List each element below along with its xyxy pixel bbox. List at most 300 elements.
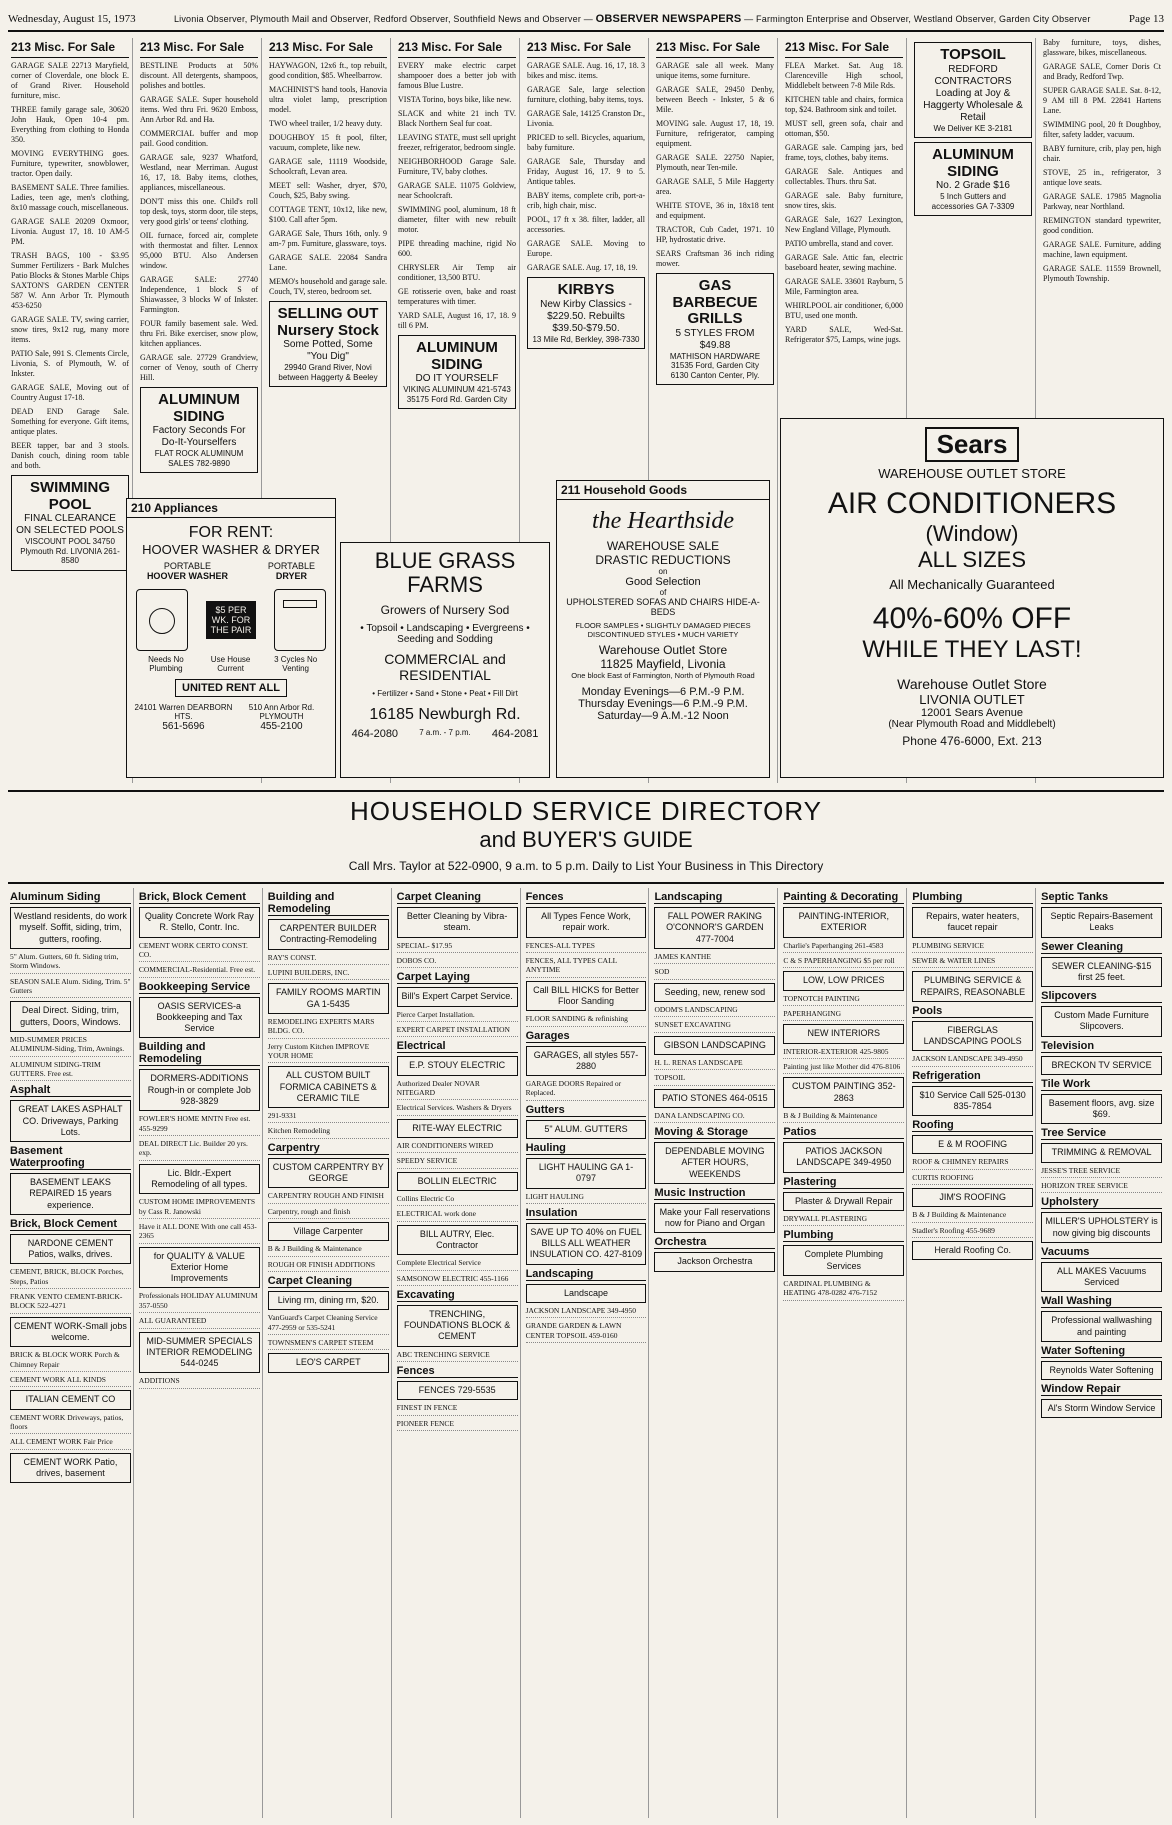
- classified-ad: EVERY make electric carpet shampooer does a better job with famous Blue Lustre.: [398, 61, 516, 90]
- paper-list: [174, 13, 1091, 25]
- phone-right: 455-2100: [260, 721, 303, 732]
- classified-ad: FLEA Market. Sat. Aug 18. Clarenceville High school, Middlebelt between 7-8 Mile Rds.: [785, 61, 903, 90]
- portable-left: PORTABLE: [163, 561, 212, 571]
- masthead: [8, 8, 1164, 32]
- classified-ad: SLACK and white 21 inch TV. Black Northern Seal fur coat.: [398, 109, 516, 128]
- hearthside-hours-2: Thursday Evenings—6 P.M.-9 P.M.: [578, 698, 748, 710]
- classified-ad: MEMO's household and garage sale. Couch, TV, stereo, bedroom set.: [269, 277, 387, 296]
- directory-column: [524, 888, 650, 1818]
- directory-listing: RITE-WAY ELECTRIC: [397, 1119, 518, 1138]
- directory-listing: TOWNSMEN'S CARPET STEEM: [268, 1338, 389, 1350]
- directory-column: [652, 888, 778, 1818]
- papers-right: — Farmington Enterprise and Observer, Westland Observer, Garden City Observer: [744, 14, 1091, 24]
- directory-listing: NARDONE CEMENT Patios, walks, drives.: [10, 1234, 131, 1265]
- directory-category: Moving & Storage: [654, 1126, 775, 1139]
- directory-listing: BILL AUTRY, Elec. Contractor: [397, 1225, 518, 1256]
- directory-category: Tile Work: [1041, 1078, 1162, 1091]
- directory-listing: JAMES KANTHE: [654, 952, 775, 964]
- bluegrass-small: • Fertilizer • Sand • Stone • Peat • Fill Dirt: [372, 689, 518, 699]
- directory-listing: PAINTING-INTERIOR, EXTERIOR: [783, 907, 904, 938]
- directory-listing: Custom Made Furniture Slipcovers.: [1041, 1006, 1162, 1037]
- directory-listing: CEMENT WORK-Small jobs welcome.: [10, 1317, 131, 1348]
- directory-listing: GRANDE GARDEN & LAWN CENTER TOPSOIL 459-0160: [526, 1321, 647, 1343]
- boxed-ad: [656, 273, 774, 385]
- directory-listing: FAMILY ROOMS MARTIN GA 1-5435: [268, 983, 389, 1014]
- classified-ad: GARAGE SALE. 11075 Goldview, near Schoolcraft.: [398, 181, 516, 200]
- directory-listing: ITALIAN CEMENT CO: [10, 1390, 131, 1409]
- sears-l3: (Window): [925, 521, 1019, 546]
- boxed-ad: [914, 42, 1032, 138]
- directory-listing: OASIS SERVICES-a Bookkeeping and Tax Service: [139, 997, 260, 1039]
- directory-listing: ALL CEMENT WORK Fair Price: [10, 1437, 131, 1449]
- sears-l12: Phone 476-6000, Ext. 213: [902, 734, 1042, 748]
- directory-listing: Carpentry, rough and finish: [268, 1207, 389, 1219]
- classified-ad: MEET sell: Washer, dryer, $70, Couch, $25, Baby swing.: [269, 181, 387, 200]
- classified-ad: GARAGE SALE. 22084 Sandra Lane.: [269, 253, 387, 272]
- washer-name: HOOVER WASHER: [146, 571, 228, 581]
- classified-ad: GARAGE SALE, 5 Mile Haggerty area.: [656, 177, 774, 196]
- classified-column: [8, 38, 133, 783]
- classified-ad: GARAGE SALE. 33601 Rayburn, 5 Mile, Farmington area.: [785, 277, 903, 296]
- boxed-ad-sm: 13 Mile Rd, Berkley, 398-7330: [532, 334, 640, 344]
- directory-listing: LUPINI BUILDERS, INC.: [268, 968, 389, 980]
- boxed-ad-big: GAS BARBECUE GRILLS: [672, 277, 758, 327]
- boxed-ad: [140, 387, 258, 473]
- sears-l2: AIR CONDITIONERS: [827, 487, 1117, 520]
- directory-listing: Jerry Custom Kitchen IMPROVE YOUR HOME: [268, 1042, 389, 1064]
- directory-listing: SAVE UP TO 40% on FUEL BILLS ALL WEATHER INSULATION CO. 427-8109: [526, 1223, 647, 1265]
- classified-ad: CHRYSLER Air Temp air conditioner, 13,500 BTU.: [398, 263, 516, 282]
- directory-listing: SEWER CLEANING-$15 first 25 feet.: [1041, 957, 1162, 988]
- directory-listing: Westland residents, do work myself. Soffit, siding, trim, gutters, roofing.: [10, 907, 131, 949]
- directory-listing: CUSTOM CARPENTRY BY GEORGE: [268, 1158, 389, 1189]
- classified-ad: GE rotisserie oven, bake and roast temperatures with timer.: [398, 287, 516, 306]
- classified-ad: WHITE STOVE, 36 in, 18x18 tent and equipment.: [656, 201, 774, 220]
- column-header: 213 Misc. For Sale: [527, 38, 645, 58]
- bluegrass-hours: 7 a.m. - 7 p.m.: [419, 728, 471, 738]
- directory-listing: ALL CUSTOM BUILT FORMICA CABINETS & CERAMIC TILE: [268, 1066, 389, 1108]
- directory-listing: ELECTRICAL work done: [397, 1209, 518, 1221]
- directory-column: [395, 888, 521, 1818]
- directory-listing: Electrical Services. Washers & Dryers: [397, 1103, 518, 1115]
- directory-listing: COMMERCIAL-Residential. Free est.: [139, 965, 260, 977]
- directory-category: Fences: [526, 891, 647, 904]
- directory-listing: INTERIOR-EXTERIOR 425-9805: [783, 1047, 904, 1059]
- directory-category: Carpet Cleaning: [268, 1275, 389, 1288]
- classified-ad: SUPER GARAGE SALE. Sat. 8-12, 9 AM till 8 PM. 22841 Hartens Lane.: [1043, 86, 1161, 115]
- classified-ad: THREE family garage sale, 30620 John Hauk, Open 10-4 pm. Everything from clothing to Honda 350.: [11, 105, 129, 144]
- directory-category: Asphalt: [10, 1084, 131, 1097]
- directory-listing: CEMENT, BRICK, BLOCK Porches, Steps, Patios: [10, 1267, 131, 1289]
- directory-listing: Stadler's Roofing 455-9689: [912, 1226, 1033, 1238]
- directory-category: Hauling: [526, 1142, 647, 1155]
- directory-category: Building and Remodeling: [268, 891, 389, 916]
- boxed-ad-med: 5 STYLES FROM $49.88: [675, 327, 755, 351]
- boxed-ad-big: ALUMINUM SIDING: [416, 339, 498, 373]
- classified-ad: GARAGE Sale, 1627 Lexington, New England Village, Plymouth.: [785, 215, 903, 234]
- directory-listing: JACKSON LANDSCAPE 349-4950: [526, 1306, 647, 1318]
- classified-ad: GARAGE SALE. 17985 Magnolia Parkway, near Northland.: [1043, 192, 1161, 211]
- directory-listing: DEPENDABLE MOVING AFTER HOURS, WEEKENDS: [654, 1142, 775, 1184]
- boxed-ad-big: SELLING OUT Nursery Stock: [277, 305, 379, 339]
- service-directory-banner: [8, 790, 1164, 884]
- directory-listing: SOD: [654, 967, 775, 979]
- directory-listing: DEAL DIRECT Lic. Builder 20 yrs. exp.: [139, 1139, 260, 1161]
- directory-listing: MID-SUMMER SPECIALS INTERIOR REMODELING 544-0245: [139, 1332, 260, 1374]
- directory-listing: Landscape: [526, 1284, 647, 1303]
- directory-listing: SEASON SALE Alum. Siding, Trim. 5" Gutters: [10, 977, 131, 999]
- directory-category: Patios: [783, 1126, 904, 1139]
- directory-listing: FOWLER'S HOME MNTN Free est. 455-9299: [139, 1114, 260, 1136]
- directory-listing: VanGuard's Carpet Cleaning Service 477-2959 or 535-5241: [268, 1313, 389, 1335]
- directory-listing: B & J Building & Maintenance: [912, 1210, 1033, 1222]
- directory-listing: TRIMMING & REMOVAL: [1041, 1143, 1162, 1162]
- bluegrass-phone-2: 464-2081: [491, 728, 539, 741]
- sears-l7: WHILE THEY LAST!: [862, 636, 1082, 663]
- directory-listing: Living rm, dining rm, $20.: [268, 1291, 389, 1310]
- bluegrass-commercial: COMMERCIAL and RESIDENTIAL: [384, 651, 506, 684]
- classified-ad: GARAGE sale all week. Many unique items, some furniture.: [656, 61, 774, 80]
- boxed-ad-sm: VISCOUNT POOL 34750 Plymouth Rd. LIVONIA 261-8580: [20, 537, 120, 566]
- directory-category: Carpet Laying: [397, 971, 518, 984]
- directory-category: Excavating: [397, 1289, 518, 1302]
- classified-ad: HAYWAGON, 12x6 ft., top rebuilt, good condition, $85. Wheelbarrow.: [269, 61, 387, 80]
- sears-l8: Warehouse Outlet Store: [897, 676, 1047, 692]
- directory-category: Sewer Cleaning: [1041, 941, 1162, 954]
- directory-category: Vacuums: [1041, 1246, 1162, 1259]
- directory-listing: FENCES 729-5535: [397, 1381, 518, 1400]
- hearthside-l8: Warehouse Outlet Store: [598, 643, 728, 657]
- directory-listing: GIBSON LANDSCAPING: [654, 1036, 775, 1055]
- directory-category: Insulation: [526, 1207, 647, 1220]
- classified-ad: GARAGE sale, 11119 Woodside, Schoolcraft, Levan area.: [269, 157, 387, 176]
- classified-ad: GARAGE SALE 20209 Oxmoor, Livonia. August 17, 18. 10 AM-5 PM.: [11, 217, 129, 246]
- directory-category: Brick, Block Cement: [139, 891, 260, 904]
- directory-listing: CEMENT WORK Patio, drives, basement: [10, 1453, 131, 1484]
- directory-listing: ALL MAKES Vacuums Serviced: [1041, 1262, 1162, 1293]
- directory-listing: 5" Alum. Gutters, 60 ft. Siding trim, Storm Windows.: [10, 952, 131, 974]
- directory-listing: DORMERS-ADDITIONS Rough-in or complete Job 928-3829: [139, 1069, 260, 1111]
- directory-listing: FIBERGLAS LANDSCAPING POOLS: [912, 1021, 1033, 1052]
- classified-ad: BEER tapper, bar and 3 stools. Danish couch, dining room table and both.: [11, 441, 129, 470]
- directory-category: Water Softening: [1041, 1345, 1162, 1358]
- directory-listing: PATIO STONES 464-0515: [654, 1089, 775, 1108]
- directory-listing: GREAT LAKES ASPHALT CO. Driveways, Parking Lots.: [10, 1100, 131, 1142]
- bluegrass-address: 16185 Newburgh Rd.: [369, 706, 521, 724]
- bluegrass-phone-1: 464-2080: [351, 728, 399, 741]
- classified-ad: STOVE, 25 in., refrigerator, 3 antique love seats.: [1043, 168, 1161, 187]
- boxed-ad-med: REDFORD CONTRACTORS Loading at Joy & Haggerty Wholesale & Retail: [923, 63, 1023, 123]
- sears-l6: 40%-60% OFF: [872, 602, 1072, 635]
- directory-category: Fences: [397, 1365, 518, 1378]
- boxed-ad-big: SWIMMING POOL: [30, 479, 110, 513]
- directory-listing: LOW, LOW PRICES: [783, 971, 904, 990]
- directory-listing: B & J Building & Maintenance: [268, 1244, 389, 1256]
- classified-ad: GARAGE SALE, Corner Doris Ct and Brady, Redford Twp.: [1043, 62, 1161, 81]
- papers-left: Livonia Observer, Plymouth Mail and Observer, Redford Observer, Southfield News and Observer —: [173, 14, 593, 24]
- boxed-ad-med: New Kirby Classics - $229.50. Rebuilts $39.50-$79.50.: [540, 298, 632, 334]
- directory-listing: BRECKON TV SERVICE: [1041, 1056, 1162, 1075]
- directory-listing: E & M ROOFING: [912, 1135, 1033, 1154]
- brand: OBSERVER NEWSPAPERS: [595, 13, 742, 25]
- directory-listing: LEO'S CARPET: [268, 1353, 389, 1372]
- directory-columns: [8, 888, 1164, 1818]
- directory-listing: CEMENT WORK ALL KINDS: [10, 1375, 131, 1387]
- page-number: Page 13: [1128, 13, 1164, 25]
- directory-listing: BASEMENT LEAKS REPAIRED 15 years experience.: [10, 1173, 131, 1215]
- directory-column: [1039, 888, 1164, 1818]
- directory-listing: Quality Concrete Work Ray R. Stello, Contr. Inc.: [139, 907, 260, 938]
- directory-column: [266, 888, 392, 1818]
- directory-listing: Jackson Orchestra: [654, 1252, 775, 1271]
- directory-category: Septic Tanks: [1041, 891, 1162, 904]
- classified-ad: VISTA Torino, boys bike, like new.: [398, 95, 512, 104]
- directory-listing: Painting just like Mother did 476-8106: [783, 1062, 904, 1074]
- classified-ad: GARAGE Sale, large selection furniture, clothing, baby items, toys.: [527, 85, 645, 104]
- directory-listing: CARPENTRY ROUGH AND FINISH: [268, 1191, 389, 1203]
- directory-category: Slipcovers: [1041, 990, 1162, 1003]
- classified-ad: GARAGE SALE. Moving to Europe.: [527, 239, 645, 258]
- boxed-ad-med: FINAL CLEARANCE ON SELECTED POOLS: [16, 513, 124, 536]
- directory-listing: Seeding, new, renew sod: [654, 983, 775, 1002]
- directory-listing: E.P. STOUY ELECTRIC: [397, 1056, 518, 1075]
- directory-listing: BOLLIN ELECTRIC: [397, 1172, 518, 1191]
- directory-title-1: HOUSEHOLD SERVICE DIRECTORY: [350, 796, 822, 826]
- directory-listing: Pierce Carpet Installation.: [397, 1010, 518, 1022]
- dryer-name: DRYER: [275, 571, 308, 581]
- classified-ad: GARAGE sale. 27729 Grandview, corner of Venoy, south of Cherry Hill.: [140, 353, 258, 382]
- classified-ad: DOUGHBOY 15 ft pool, filter, vacuum, complete, like new.: [269, 133, 387, 152]
- directory-listing: Basement floors, avg. size $69.: [1041, 1094, 1162, 1125]
- hearthside-l9: 11825 Mayfield, Livonia: [600, 657, 726, 671]
- directory-column: [910, 888, 1036, 1818]
- directory-listing: All Types Fence Work, repair work.: [526, 907, 647, 938]
- directory-listing: Septic Repairs-Basement Leaks: [1041, 907, 1162, 938]
- classified-ad: GARAGE sale. Baby furniture, snow tires, skis.: [785, 191, 903, 210]
- hearthside-l6: UPHOLSTERED SOFAS AND CHAIRS HIDE-A-BEDS: [566, 597, 760, 617]
- directory-listing: SAMSONOW ELECTRIC 455-1166: [397, 1274, 518, 1286]
- directory-listing: PIONEER FENCE: [397, 1419, 518, 1431]
- store-logo: UNITED RENT ALL: [175, 679, 287, 697]
- directory-listing: FLOOR SANDING & refinishing: [526, 1014, 647, 1026]
- directory-category: Plumbing: [912, 891, 1033, 904]
- classified-ad: YARD SALE, August 16, 17, 18. 9 till 6 PM.: [398, 311, 516, 330]
- classified-ad: GARAGE Sale. Antiques and collectables. Thurs. thru Sat.: [785, 167, 903, 186]
- directory-listing: Professional wallwashing and painting: [1041, 1311, 1162, 1342]
- boxed-ad-sm: FLAT ROCK ALUMINUM SALES 782-9890: [154, 449, 244, 468]
- hearthside-title: the Hearthside: [592, 508, 734, 534]
- classified-ad: GARAGE SALE. 11559 Brownell, Plymouth Township.: [1043, 264, 1161, 283]
- sears-l10: 12001 Sears Avenue: [921, 707, 1023, 719]
- directory-listing: LIGHT HAULING: [526, 1192, 647, 1204]
- directory-category: Plastering: [783, 1176, 904, 1189]
- classified-ad: BESTLINE Products at 50% discount. All detergents, shampoos, polishes and bottles.: [140, 61, 258, 90]
- classified-ad: PIPE threading machine, rigid No 600.: [398, 239, 516, 258]
- boxed-ad-big: ALUMINUM SIDING: [158, 391, 240, 425]
- bluegrass-tag: Growers of Nursery Sod: [380, 603, 510, 618]
- classified-ad: Baby furniture, toys, dishes, glassware, bikes, miscellaneous.: [1043, 38, 1161, 57]
- directory-title-2: and BUYER'S GUIDE: [479, 827, 693, 852]
- classified-ad: MACHINIST'S hand tools, Hanovia ultra violet lamp, prescription model.: [269, 85, 387, 114]
- boxed-ad: [914, 142, 1032, 216]
- directory-listing: DOBOS CO.: [397, 956, 518, 968]
- hearthside-l7: FLOOR SAMPLES • SLIGHTLY DAMAGED PIECES DISCONTINUED STYLES • MUCH VARIETY: [575, 621, 751, 639]
- classified-ad: PATIO umbrella, stand and cover.: [785, 239, 894, 248]
- directory-listing: ABC TRENCHING SERVICE: [397, 1350, 518, 1362]
- directory-listing: RAY'S CONST.: [268, 953, 389, 965]
- directory-call: Call Mrs. Taylor at 522-0900, 9 a.m. to 5 p.m. Daily to List Your Business in This Directory: [348, 859, 824, 873]
- classified-ad: POOL, 17 ft x 38. filter, ladder, all accessories.: [527, 215, 645, 234]
- directory-listing: SPECIAL- $17.95: [397, 941, 518, 953]
- directory-listing: Have it ALL DONE With one call 453-2365: [139, 1222, 260, 1244]
- directory-listing: Make your Fall reservations now for Piano and Organ: [654, 1203, 775, 1234]
- classified-ad: GARAGE SALE. Furniture, adding machine, lawn equipment.: [1043, 240, 1161, 259]
- portable-right: PORTABLE: [267, 561, 316, 571]
- washer-title: FOR RENT:: [188, 524, 274, 541]
- classified-ad: BABY items, complete crib, port-a-crib, high chair, misc.: [527, 191, 645, 210]
- classified-ad: REMINGTON standard typewriter, good condition.: [1043, 216, 1161, 235]
- boxed-ad-sm: We Deliver KE 3-2181: [933, 123, 1013, 133]
- directory-listing: LIGHT HAULING GA 1-0797: [526, 1158, 647, 1189]
- classified-ad: GARAGE Sale. Attic fan, electric baseboard heater, sewing machine.: [785, 253, 903, 272]
- directory-listing: TOPSOIL: [654, 1073, 775, 1085]
- column-header: 213 Misc. For Sale: [269, 38, 387, 58]
- directory-category: Gutters: [526, 1104, 647, 1117]
- directory-category: Landscaping: [526, 1268, 647, 1281]
- dryer-icon: [274, 589, 326, 651]
- directory-listing: Better Cleaning by Vibra-steam.: [397, 907, 518, 938]
- directory-listing: Herald Roofing Co.: [912, 1241, 1033, 1260]
- directory-column: [8, 888, 134, 1818]
- directory-category: Television: [1041, 1040, 1162, 1053]
- directory-category: Roofing: [912, 1119, 1033, 1132]
- bluegrass-items: • Topsoil • Landscaping • Evergreens • Seeding and Sodding: [360, 623, 530, 646]
- directory-category: Carpentry: [268, 1142, 389, 1155]
- directory-listing: H. L. RENAS LANDSCAPE: [654, 1058, 775, 1070]
- directory-listing: MILLER'S UPHOLSTERY is now giving big discounts: [1041, 1212, 1162, 1243]
- boxed-ad-sm: VIKING ALUMINUM 421-5743 35175 Ford Rd. Garden City: [403, 385, 511, 404]
- directory-category: Upholstery: [1041, 1196, 1162, 1209]
- bluegrass-title: BLUE GRASS FARMS: [374, 548, 516, 598]
- directory-listing: SEWER & WATER LINES: [912, 956, 1033, 968]
- boxed-ad-big: ALUMINUM SIDING: [932, 146, 1014, 180]
- classified-ad: LEAVING STATE, must sell upright freezer, refrigerator, bedroom single.: [398, 133, 516, 152]
- classified-ad: BASEMENT SALE. Three families. Ladies, teen age, men's clothing, 8x10 massage couch, miscellaneous.: [11, 183, 129, 212]
- directory-listing: C & S PAPERHANGING $5 per roll: [783, 956, 904, 968]
- directory-category: Building and Remodeling: [139, 1041, 260, 1066]
- directory-column: [137, 888, 263, 1818]
- washer-dryer-ad: [126, 498, 336, 778]
- feature-plumbing: Needs No Plumbing: [148, 655, 184, 673]
- directory-listing: JIM'S ROOFING: [912, 1188, 1033, 1207]
- classified-ad: MOVING EVERYTHING goes. Furniture, typewriter, snowblower, tractor. Open daily.: [11, 149, 129, 178]
- directory-listing: AIR CONDITIONERS WIRED: [397, 1141, 518, 1153]
- directory-listing: ADDITIONS: [139, 1376, 260, 1388]
- directory-listing: B & J Building & Maintenance: [783, 1111, 904, 1123]
- directory-category: Carpet Cleaning: [397, 891, 518, 904]
- classified-ad: SEARS Craftsman 36 inch riding mower.: [656, 249, 774, 268]
- sears-l11: (Near Plymouth Road and Middlebelt): [888, 719, 1056, 730]
- directory-listing: FALL POWER RAKING O'CONNOR'S GARDEN 477-7004: [654, 907, 775, 949]
- directory-listing: DANA LANDSCAPING CO.: [654, 1111, 775, 1123]
- washer-icon: [136, 589, 188, 651]
- price-tag: $5 PER WK. FOR THE PAIR: [206, 601, 256, 639]
- classified-ad: PRICED to sell. Bicycles, aquarium, baby furniture.: [527, 133, 645, 152]
- boxed-ad-med: DO IT YOURSELF: [415, 373, 499, 384]
- directory-category: Music Instruction: [654, 1187, 775, 1200]
- classified-ad: GARAGE SALE. TV, swing carrier, snow tires, 9x12 rug, many more items.: [11, 315, 129, 344]
- directory-category: Electrical: [397, 1040, 518, 1053]
- directory-listing: Professionals HOLIDAY ALUMINUM 357-0550: [139, 1291, 260, 1313]
- directory-listing: Charlie's Paperhanging 261-4583: [783, 941, 904, 953]
- directory-listing: CURTIS ROOFING: [912, 1173, 1033, 1185]
- directory-listing: DRYWALL PLASTERING: [783, 1214, 904, 1226]
- classified-ad: DEAD END Garage Sale. Something for everyone. Gift items, antique plates.: [11, 407, 129, 436]
- bluegrass-ad: [340, 542, 550, 778]
- hearthside-l5: of: [659, 588, 667, 597]
- directory-listing: EXPERT CARPET INSTALLATION: [397, 1025, 518, 1037]
- classified-ad: GARAGE SALE 22713 Maryfield, corner of Cloverdale, one block E. of Grand River. Household furniture, misc.: [11, 61, 129, 100]
- classified-ad: GARAGE SALE: 27740 Independence, 1 block S of Shiawassee, 3 blocks W of Inkster. Farmington.: [140, 275, 258, 314]
- column-header: 213 Misc. For Sale: [398, 38, 516, 58]
- directory-listing: CUSTOM HOME IMPROVEMENTS by Cass R. Janowski: [139, 1197, 260, 1219]
- directory-listing: Repairs, water heaters, faucet repair: [912, 907, 1033, 938]
- directory-listing: Lic. Bldr.-Expert Remodeling of all types.: [139, 1164, 260, 1195]
- directory-listing: Kitchen Remodeling: [268, 1126, 389, 1138]
- directory-listing: FENCES-ALL TYPES: [526, 941, 647, 953]
- column-header: 213 Misc. For Sale: [656, 38, 774, 58]
- sears-ad: [780, 418, 1164, 778]
- directory-listing: HORIZON TREE SERVICE: [1041, 1181, 1162, 1193]
- boxed-ad-sm: MATHISON HARDWARE 31535 Ford, Garden City 6130 Canton Center, Ply.: [669, 351, 761, 380]
- washer-products: [127, 561, 335, 581]
- address-right: 510 Ann Arbor Rd. PLYMOUTH: [248, 703, 315, 721]
- boxed-ad: [527, 277, 645, 349]
- directory-category: Plumbing: [783, 1229, 904, 1242]
- boxed-ad: [269, 301, 387, 387]
- directory-category: Tree Service: [1041, 1127, 1162, 1140]
- directory-listing: SUNSET EXCAVATING: [654, 1020, 775, 1032]
- classified-ad: OIL furnace, forced air, complete with thermostat and filter. Lennox 95,000 BTU. Also Andersen window.: [140, 231, 258, 270]
- directory-listing: CEMENT WORK Driveways, patios, floors: [10, 1413, 131, 1435]
- column-header: 213 Misc. For Sale: [11, 38, 129, 58]
- directory-listing: Bill's Expert Carpet Service.: [397, 987, 518, 1006]
- washer-subtitle: HOOVER WASHER & DRYER: [142, 542, 320, 557]
- directory-listing: ROOF & CHIMNEY REPAIRS: [912, 1157, 1033, 1169]
- hearthside-l1: WAREHOUSE SALE: [606, 539, 720, 553]
- hearthside-l2: DRASTIC REDUCTIONS: [595, 553, 731, 567]
- classified-ad: PATIO Sale, 991 S. Clements Circle, Livonia, S. of Plymouth, W. of Inkster.: [11, 349, 129, 378]
- classified-ad: SWIMMING pool, aluminum, 18 ft diameter, filter with new rebuilt motor.: [398, 205, 516, 234]
- directory-listing: FENCES, ALL TYPES CALL ANYTIME: [526, 956, 647, 978]
- directory-listing: ODOM'S LANDSCAPING: [654, 1005, 775, 1017]
- directory-listing: Complete Plumbing Services: [783, 1245, 904, 1276]
- directory-category: Landscaping: [654, 891, 775, 904]
- classified-ad: GARAGE Sale, Thursday and Friday, August 16, 17. 9 to 5. Antique tables.: [527, 157, 645, 186]
- directory-listing: for QUALITY & VALUE Exterior Home Improvements: [139, 1247, 260, 1289]
- column-header: 213 Misc. For Sale: [785, 38, 903, 58]
- directory-listing: Authorized Dealer NOVAR NITEGARD: [397, 1079, 518, 1101]
- directory-listing: Collins Electric Co: [397, 1194, 518, 1206]
- directory-listing: TOPNOTCH PAINTING: [783, 994, 904, 1006]
- sears-l9: LIVONIA OUTLET: [919, 692, 1025, 707]
- sears-l4: ALL SIZES: [917, 547, 1026, 572]
- directory-listing: Village Carpenter: [268, 1222, 389, 1241]
- boxed-ad-big: KIRBYS: [557, 281, 615, 298]
- classified-ad: GARAGE SALE. Aug. 16, 17, 18. 3 bikes and misc. items.: [527, 61, 645, 80]
- hearthside-ad: [556, 480, 770, 778]
- classified-ad: TRASH BAGS, 100 - $3.95 Summer Fertilizers - Bark Mulches Patio Blocks & Stones Marble Chips SAXTON'S GARDEN CENTER 587 W. Ann Arbor Tr. Plymouth 453-6250: [11, 251, 129, 310]
